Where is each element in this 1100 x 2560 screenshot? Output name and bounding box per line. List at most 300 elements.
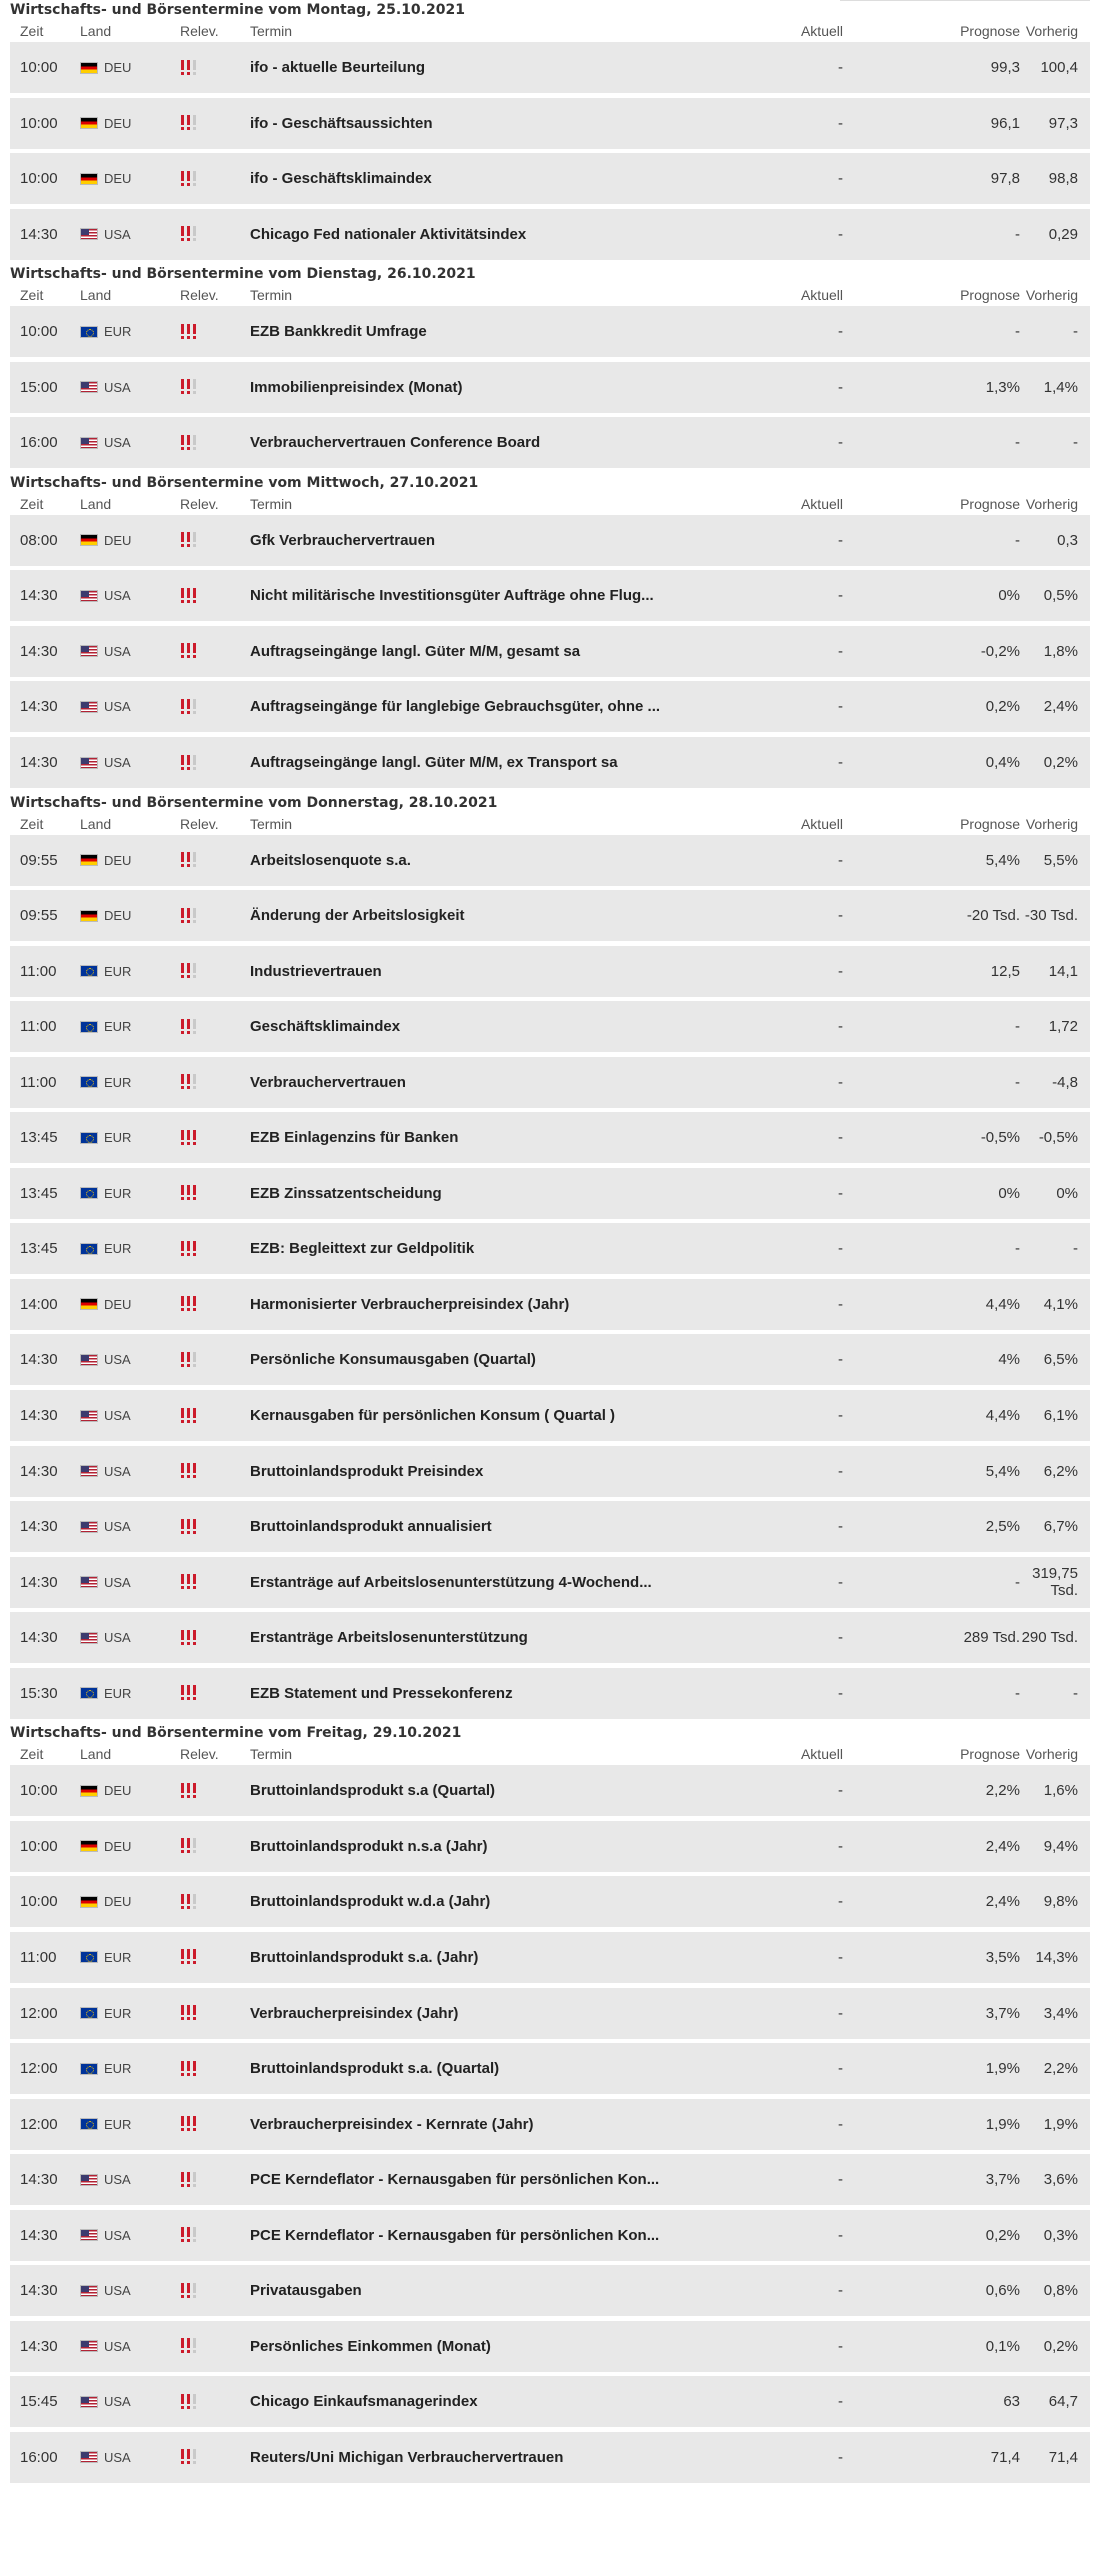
table-row[interactable] bbox=[10, 209, 1090, 260]
actual-value: - bbox=[838, 1948, 843, 1966]
forecast-value: 2,4% bbox=[985, 1837, 1020, 1855]
usa-flag-icon bbox=[80, 1410, 98, 1422]
event-time: 10:00 bbox=[20, 114, 58, 132]
table-row[interactable] bbox=[10, 153, 1090, 204]
event-title[interactable]: Industrievertrauen bbox=[250, 962, 382, 980]
country-code: USA bbox=[104, 1574, 131, 1590]
relevance-mark-icon bbox=[180, 60, 185, 76]
table-row[interactable] bbox=[10, 306, 1090, 357]
relevance-mark-icon bbox=[180, 1783, 185, 1799]
table-row[interactable] bbox=[10, 1390, 1090, 1441]
actual-value: - bbox=[838, 2448, 843, 2466]
forecast-value: 0% bbox=[998, 1184, 1020, 1202]
table-row[interactable] bbox=[10, 1168, 1090, 1219]
relevance-indicator bbox=[180, 963, 250, 979]
relevance-indicator bbox=[180, 1019, 250, 1035]
forecast-value: - bbox=[1015, 531, 1020, 549]
event-country bbox=[80, 1464, 180, 1479]
event-country bbox=[80, 1186, 180, 1201]
previous-value: 319,75 Tsd. bbox=[1032, 1565, 1078, 1600]
relevance-mark-icon bbox=[186, 1019, 191, 1035]
forecast-value: -0,2% bbox=[980, 642, 1020, 660]
previous-value: 0,29 bbox=[1048, 225, 1078, 243]
previous-value: 4,1% bbox=[1043, 1295, 1078, 1313]
header-prognose: Prognose bbox=[960, 23, 1020, 39]
relevance-mark-icon bbox=[186, 963, 191, 979]
forecast-value: 5,4% bbox=[985, 1462, 1020, 1480]
table-row[interactable] bbox=[10, 362, 1090, 413]
relevance-mark-icon bbox=[186, 1685, 191, 1701]
header-termin: Termin bbox=[250, 287, 293, 304]
relevance-indicator bbox=[180, 435, 250, 451]
previous-value: 2,2% bbox=[1043, 2060, 1078, 2078]
table-row[interactable] bbox=[10, 515, 1090, 566]
relevance-indicator bbox=[180, 1574, 250, 1590]
previous-value: 1,8% bbox=[1043, 642, 1078, 660]
table-row[interactable] bbox=[10, 1821, 1090, 1872]
relevance-mark-icon bbox=[186, 115, 191, 131]
table-row[interactable] bbox=[10, 626, 1090, 677]
table-row[interactable] bbox=[10, 1279, 1090, 1330]
previous-value: 3,6% bbox=[1043, 2171, 1078, 2189]
table-row[interactable] bbox=[10, 2043, 1090, 2094]
forecast-value: 96,1 bbox=[990, 114, 1020, 132]
event-time: 10:00 bbox=[20, 170, 58, 188]
eur-flag-icon bbox=[80, 2063, 98, 2075]
event-title[interactable]: Auftragseingänge für langlebige Gebrauchsgüter, ohne ... bbox=[250, 698, 661, 716]
country-code: EUR bbox=[104, 1241, 132, 1257]
event-title[interactable]: Kernausgaben für persönlichen Konsum ( Quartal ) bbox=[250, 1407, 616, 1425]
event-country bbox=[80, 964, 180, 979]
event-country bbox=[80, 2339, 180, 2354]
event-title[interactable]: Bruttoinlandsprodukt s.a. (Quartal) bbox=[250, 2060, 500, 2078]
event-title[interactable]: Chicago Einkaufsmanagerindex bbox=[250, 2393, 478, 2411]
country-code: EUR bbox=[104, 1185, 132, 1201]
table-row[interactable] bbox=[10, 1876, 1090, 1927]
actual-value: - bbox=[838, 59, 843, 76]
event-title[interactable]: PCE Kerndeflator - Kernausgaben für persönlichen Kon... bbox=[250, 2171, 660, 2189]
actual-value: - bbox=[838, 1129, 843, 1147]
actual-value: - bbox=[838, 531, 843, 549]
actual-value: - bbox=[838, 1295, 843, 1313]
country-code: EUR bbox=[104, 1074, 132, 1090]
relevance-mark-icon bbox=[192, 115, 197, 131]
event-time: 14:30 bbox=[20, 2171, 58, 2189]
relevance-mark-icon bbox=[186, 2172, 191, 2188]
header-prognose: Prognose bbox=[960, 287, 1020, 304]
relevance-mark-icon bbox=[180, 2283, 185, 2299]
relevance-mark-icon bbox=[192, 1074, 197, 1090]
relevance-mark-icon bbox=[186, 699, 191, 715]
event-time: 14:30 bbox=[20, 2337, 58, 2355]
country-code: EUR bbox=[104, 1685, 132, 1701]
table-header bbox=[10, 493, 1090, 515]
event-title[interactable]: Chicago Fed nationaler Aktivitätsindex bbox=[250, 225, 527, 243]
previous-value: 0,2% bbox=[1043, 2337, 1078, 2355]
forecast-value: 289 Tsd. bbox=[963, 1629, 1020, 1647]
event-title[interactable]: Bruttoinlandsprodukt annualisiert bbox=[250, 1518, 492, 1536]
table-header bbox=[10, 20, 1090, 42]
event-title[interactable]: EZB Einlagenzins für Banken bbox=[250, 1129, 459, 1147]
event-time: 10:00 bbox=[20, 1837, 58, 1855]
relevance-mark-icon bbox=[192, 2338, 197, 2354]
event-title[interactable]: EZB Bankkredit Umfrage bbox=[250, 323, 427, 341]
forecast-value: 0,2% bbox=[985, 698, 1020, 716]
table-row[interactable] bbox=[10, 681, 1090, 732]
relevance-mark-icon bbox=[186, 1574, 191, 1590]
event-time: 14:30 bbox=[20, 2226, 58, 2244]
header-vorherig: Vorherig bbox=[1025, 23, 1078, 39]
relevance-mark-icon bbox=[192, 1894, 197, 1910]
country-code: DEU bbox=[104, 1894, 132, 1910]
previous-value: 1,72 bbox=[1048, 1018, 1078, 1036]
event-title[interactable]: Bruttoinlandsprodukt s.a (Quartal) bbox=[250, 1782, 496, 1800]
actual-value: - bbox=[838, 962, 843, 980]
event-time: 14:30 bbox=[20, 1629, 58, 1647]
actual-value: - bbox=[838, 434, 843, 452]
actual-value: - bbox=[838, 587, 843, 605]
header-vorherig: Vorherig bbox=[1025, 287, 1078, 304]
header-termin: Termin bbox=[250, 495, 293, 512]
header-aktuell: Aktuell bbox=[800, 495, 843, 512]
relevance-indicator bbox=[180, 588, 250, 604]
previous-value: 14,1 bbox=[1048, 962, 1078, 980]
event-title[interactable]: Bruttoinlandsprodukt n.s.a (Jahr) bbox=[250, 1837, 488, 1855]
country-code: DEU bbox=[104, 532, 132, 548]
relevance-indicator bbox=[180, 532, 250, 548]
relevance-mark-icon bbox=[180, 852, 185, 868]
event-country bbox=[80, 2061, 180, 2076]
event-title[interactable]: Gfk Verbrauchervertrauen bbox=[250, 531, 436, 549]
relevance-indicator bbox=[180, 171, 250, 187]
forecast-value: 99,3 bbox=[990, 59, 1020, 76]
relevance-mark-icon bbox=[186, 171, 191, 187]
relevance-mark-icon bbox=[180, 1574, 185, 1590]
table-row[interactable] bbox=[10, 835, 1090, 886]
day-title: Wirtschafts- und Börsentermine vom Mittwoch, 27.10.2021 bbox=[10, 474, 479, 491]
table-row[interactable] bbox=[10, 1223, 1090, 1274]
relevance-indicator bbox=[180, 1296, 250, 1312]
forecast-value: 4,4% bbox=[985, 1407, 1020, 1425]
event-time: 10:00 bbox=[20, 59, 58, 76]
forecast-value: 1,9% bbox=[985, 2115, 1020, 2133]
header-zeit: Zeit bbox=[20, 815, 44, 832]
country-code: EUR bbox=[104, 2005, 132, 2021]
event-time: 12:00 bbox=[20, 2115, 58, 2133]
forecast-value: 3,7% bbox=[985, 2004, 1020, 2022]
event-title[interactable]: Nicht militärische Investitionsgüter Aufträge ohne Flug... bbox=[250, 587, 654, 605]
event-title[interactable]: Arbeitslosenquote s.a. bbox=[250, 851, 411, 869]
event-title[interactable]: Reuters/Uni Michigan Verbrauchervertrauen bbox=[250, 2448, 564, 2466]
relevance-indicator bbox=[180, 1241, 250, 1257]
country-code: DEU bbox=[104, 1296, 132, 1312]
relevance-mark-icon bbox=[180, 1074, 185, 1090]
relevance-mark-icon bbox=[192, 643, 197, 659]
relevance-mark-icon bbox=[180, 699, 185, 715]
relevance-mark-icon bbox=[186, 755, 191, 771]
table-row[interactable] bbox=[10, 2210, 1090, 2261]
event-time: 11:00 bbox=[20, 1018, 57, 1036]
previous-value: 6,5% bbox=[1043, 1351, 1078, 1369]
country-code: USA bbox=[104, 755, 131, 771]
previous-value: 0,2% bbox=[1043, 754, 1078, 772]
event-country bbox=[80, 755, 180, 770]
event-time: 11:00 bbox=[20, 1073, 57, 1091]
previous-value: 0,5% bbox=[1043, 587, 1078, 605]
relevance-mark-icon bbox=[186, 2449, 191, 2465]
relevance-indicator bbox=[180, 2283, 250, 2299]
country-code: USA bbox=[104, 379, 131, 395]
relevance-mark-icon bbox=[186, 2061, 191, 2077]
event-time: 15:00 bbox=[20, 378, 58, 396]
relevance-indicator bbox=[180, 1352, 250, 1368]
table-row[interactable] bbox=[10, 2154, 1090, 2205]
event-title[interactable]: Erstanträge auf Arbeitslosenunterstützung 4-Wochend... bbox=[250, 1573, 652, 1591]
table-row[interactable] bbox=[10, 1057, 1090, 1108]
event-title[interactable]: Bruttoinlandsprodukt w.d.a (Jahr) bbox=[250, 1893, 491, 1911]
table-row[interactable] bbox=[10, 98, 1090, 149]
country-code: USA bbox=[104, 1630, 131, 1646]
table-row[interactable] bbox=[10, 1112, 1090, 1163]
day-title: Wirtschafts- und Börsentermine vom Montag, 25.10.2021 bbox=[10, 2, 465, 18]
relevance-indicator bbox=[180, 2116, 250, 2132]
relevance-mark-icon bbox=[180, 226, 185, 242]
eur-flag-icon bbox=[80, 1243, 98, 1255]
event-time: 14:30 bbox=[20, 642, 58, 660]
event-title[interactable]: Harmonisierter Verbraucherpreisindex (Jahr) bbox=[250, 1295, 570, 1313]
relevance-indicator bbox=[180, 2449, 250, 2465]
country-code: DEU bbox=[104, 1783, 132, 1799]
event-title[interactable]: Änderung der Arbeitslosigkeit bbox=[250, 907, 465, 925]
relevance-mark-icon bbox=[192, 226, 197, 242]
header-termin: Termin bbox=[250, 23, 293, 39]
event-title[interactable]: EZB Statement und Pressekonferenz bbox=[250, 1684, 513, 1702]
event-title[interactable]: Verbraucherpreisindex - Kernrate (Jahr) bbox=[250, 2115, 534, 2133]
relevance-mark-icon bbox=[192, 1685, 197, 1701]
deu-flag-icon bbox=[80, 534, 98, 546]
event-time: 14:00 bbox=[20, 1295, 58, 1313]
table-row[interactable] bbox=[10, 946, 1090, 997]
table-row[interactable] bbox=[10, 570, 1090, 621]
event-time: 12:00 bbox=[20, 2060, 58, 2078]
usa-flag-icon bbox=[80, 701, 98, 713]
event-country bbox=[80, 2172, 180, 2187]
relevance-mark-icon bbox=[180, 2116, 185, 2132]
relevance-mark-icon bbox=[186, 1463, 191, 1479]
relevance-mark-icon bbox=[192, 1352, 197, 1368]
event-country bbox=[80, 1297, 180, 1312]
day-section bbox=[10, 264, 1090, 468]
relevance-indicator bbox=[180, 1074, 250, 1090]
forecast-value: 71,4 bbox=[990, 2448, 1020, 2466]
table-row[interactable] bbox=[10, 2265, 1090, 2316]
event-title[interactable]: PCE Kerndeflator - Kernausgaben für persönlichen Kon... bbox=[250, 2226, 660, 2244]
relevance-mark-icon bbox=[186, 1949, 191, 1965]
event-title[interactable]: ifo - aktuelle Beurteilung bbox=[250, 59, 426, 76]
table-row[interactable] bbox=[10, 890, 1090, 941]
usa-flag-icon bbox=[80, 2229, 98, 2241]
table-row[interactable] bbox=[10, 1668, 1090, 1719]
forecast-value: 97,8 bbox=[990, 170, 1020, 188]
deu-flag-icon bbox=[80, 1840, 98, 1852]
event-title[interactable]: ifo - Geschäftsaussichten bbox=[250, 114, 433, 132]
event-title[interactable]: Privatausgaben bbox=[250, 2282, 362, 2300]
relevance-indicator bbox=[180, 1408, 250, 1424]
table-row[interactable] bbox=[10, 1557, 1090, 1608]
event-title[interactable]: EZB Zinssatzentscheidung bbox=[250, 1184, 442, 1202]
country-code: EUR bbox=[104, 2061, 132, 2077]
eur-flag-icon bbox=[80, 326, 98, 338]
event-title[interactable]: Immobilienpreisindex (Monat) bbox=[250, 378, 463, 396]
header-aktuell: Aktuell bbox=[800, 23, 843, 39]
relevance-mark-icon bbox=[186, 1185, 191, 1201]
actual-value: - bbox=[838, 1518, 843, 1536]
table-row[interactable] bbox=[10, 417, 1090, 468]
relevance-mark-icon bbox=[192, 1019, 197, 1035]
actual-value: - bbox=[838, 2004, 843, 2022]
table-row[interactable] bbox=[10, 42, 1090, 93]
relevance-indicator bbox=[180, 1130, 250, 1146]
relevance-indicator bbox=[180, 699, 250, 715]
day-title: Wirtschafts- und Börsentermine vom Donnerstag, 28.10.2021 bbox=[10, 794, 498, 811]
deu-flag-icon bbox=[80, 1785, 98, 1797]
relevance-mark-icon bbox=[192, 2005, 197, 2021]
table-row[interactable] bbox=[10, 737, 1090, 788]
table-row[interactable] bbox=[10, 1446, 1090, 1497]
relevance-indicator bbox=[180, 755, 250, 771]
deu-flag-icon bbox=[80, 1298, 98, 1310]
usa-flag-icon bbox=[80, 2396, 98, 2408]
event-time: 10:00 bbox=[20, 1782, 58, 1800]
event-country bbox=[80, 1686, 180, 1701]
table-row[interactable] bbox=[10, 1334, 1090, 1385]
relevance-indicator bbox=[180, 115, 250, 131]
forecast-value: 63 bbox=[1003, 2393, 1020, 2411]
table-row[interactable] bbox=[10, 2321, 1090, 2372]
relevance-mark-icon bbox=[180, 588, 185, 604]
table-row[interactable] bbox=[10, 2432, 1090, 2483]
event-country bbox=[80, 1519, 180, 1534]
event-title[interactable]: Verbrauchervertrauen bbox=[250, 1073, 406, 1091]
table-row[interactable] bbox=[10, 1612, 1090, 1663]
header-relev: Relev. bbox=[180, 287, 219, 304]
actual-value: - bbox=[838, 2282, 843, 2300]
event-title[interactable]: ifo - Geschäftsklimaindex bbox=[250, 170, 432, 188]
event-country bbox=[80, 116, 180, 131]
relevance-mark-icon bbox=[192, 1630, 197, 1646]
relevance-indicator bbox=[180, 1519, 250, 1535]
event-title[interactable]: Erstanträge Arbeitslosenunterstützung bbox=[250, 1629, 528, 1647]
relevance-mark-icon bbox=[192, 1241, 197, 1257]
country-code: USA bbox=[104, 435, 131, 451]
relevance-mark-icon bbox=[186, 852, 191, 868]
table-row[interactable] bbox=[10, 1765, 1090, 1816]
relevance-mark-icon bbox=[180, 532, 185, 548]
forecast-value: 12,5 bbox=[990, 962, 1020, 980]
relevance-mark-icon bbox=[180, 1408, 185, 1424]
country-code: DEU bbox=[104, 60, 132, 75]
event-country bbox=[80, 533, 180, 548]
event-title[interactable]: Persönliche Konsumausgaben (Quartal) bbox=[250, 1351, 536, 1369]
forecast-value: -20 Tsd. bbox=[966, 907, 1020, 925]
usa-flag-icon bbox=[80, 2285, 98, 2297]
previous-value: 5,5% bbox=[1043, 851, 1078, 869]
event-time: 10:00 bbox=[20, 323, 58, 341]
relevance-mark-icon bbox=[192, 1519, 197, 1535]
header-termin: Termin bbox=[250, 815, 293, 832]
relevance-mark-icon bbox=[186, 2227, 191, 2243]
event-title[interactable]: Bruttoinlandsprodukt Preisindex bbox=[250, 1462, 484, 1480]
relevance-mark-icon bbox=[180, 115, 185, 131]
relevance-mark-icon bbox=[180, 1130, 185, 1146]
header-land: Land bbox=[80, 287, 112, 304]
eur-flag-icon bbox=[80, 1951, 98, 1963]
country-code: USA bbox=[104, 1519, 131, 1535]
relevance-mark-icon bbox=[186, 379, 191, 395]
table-row[interactable] bbox=[10, 1001, 1090, 1052]
event-title[interactable]: EZB: Begleittext zur Geldpolitik bbox=[250, 1240, 475, 1258]
event-country bbox=[80, 1950, 180, 1965]
previous-value: 6,1% bbox=[1043, 1407, 1078, 1425]
forecast-value: 0,2% bbox=[985, 2226, 1020, 2244]
event-title[interactable]: Auftragseingänge langl. Güter M/M, ex Transport sa bbox=[250, 754, 618, 772]
forecast-value: 3,7% bbox=[985, 2171, 1020, 2189]
day-section bbox=[10, 473, 1090, 788]
event-time: 16:00 bbox=[20, 434, 58, 452]
actual-value: - bbox=[838, 1351, 843, 1369]
header-relev: Relev. bbox=[180, 495, 219, 512]
event-title[interactable]: Auftragseingänge langl. Güter M/M, gesamt sa bbox=[250, 642, 581, 660]
event-title[interactable]: Geschäftsklimaindex bbox=[250, 1018, 401, 1036]
relevance-mark-icon bbox=[186, 588, 191, 604]
relevance-mark-icon bbox=[186, 1074, 191, 1090]
previous-value: 9,8% bbox=[1043, 1893, 1078, 1911]
event-title[interactable]: Persönliches Einkommen (Monat) bbox=[250, 2337, 491, 2355]
table-row[interactable] bbox=[10, 2376, 1090, 2427]
event-country bbox=[80, 1630, 180, 1645]
actual-value: - bbox=[838, 1462, 843, 1480]
event-title[interactable]: Verbrauchervertrauen Conference Board bbox=[250, 434, 541, 452]
table-row[interactable] bbox=[10, 1501, 1090, 1552]
previous-value: 14,3% bbox=[1035, 1948, 1078, 1966]
header-prognose: Prognose bbox=[960, 815, 1020, 832]
country-code: USA bbox=[104, 643, 131, 659]
relevance-mark-icon bbox=[186, 1130, 191, 1146]
table-row[interactable] bbox=[10, 1932, 1090, 1983]
header-zeit: Zeit bbox=[20, 23, 44, 39]
forecast-value: 3,5% bbox=[985, 1948, 1020, 1966]
relevance-mark-icon bbox=[180, 2394, 185, 2410]
relevance-mark-icon bbox=[180, 2005, 185, 2021]
event-title[interactable]: Verbraucherpreisindex (Jahr) bbox=[250, 2004, 459, 2022]
usa-flag-icon bbox=[80, 2174, 98, 2186]
header-aktuell: Aktuell bbox=[800, 287, 843, 304]
previous-value: 1,9% bbox=[1043, 2115, 1078, 2133]
forecast-value: 0,4% bbox=[985, 754, 1020, 772]
table-row[interactable] bbox=[10, 1988, 1090, 2039]
relevance-mark-icon bbox=[192, 60, 197, 76]
table-row[interactable] bbox=[10, 2099, 1090, 2150]
country-code: EUR bbox=[104, 963, 132, 979]
eur-flag-icon bbox=[80, 965, 98, 977]
actual-value: - bbox=[838, 1684, 843, 1702]
relevance-mark-icon bbox=[180, 2227, 185, 2243]
country-code: EUR bbox=[104, 2116, 132, 2132]
event-title[interactable]: Bruttoinlandsprodukt s.a. (Jahr) bbox=[250, 1948, 479, 1966]
usa-flag-icon bbox=[80, 1632, 98, 1644]
event-country bbox=[80, 1019, 180, 1034]
relevance-mark-icon bbox=[186, 324, 191, 340]
